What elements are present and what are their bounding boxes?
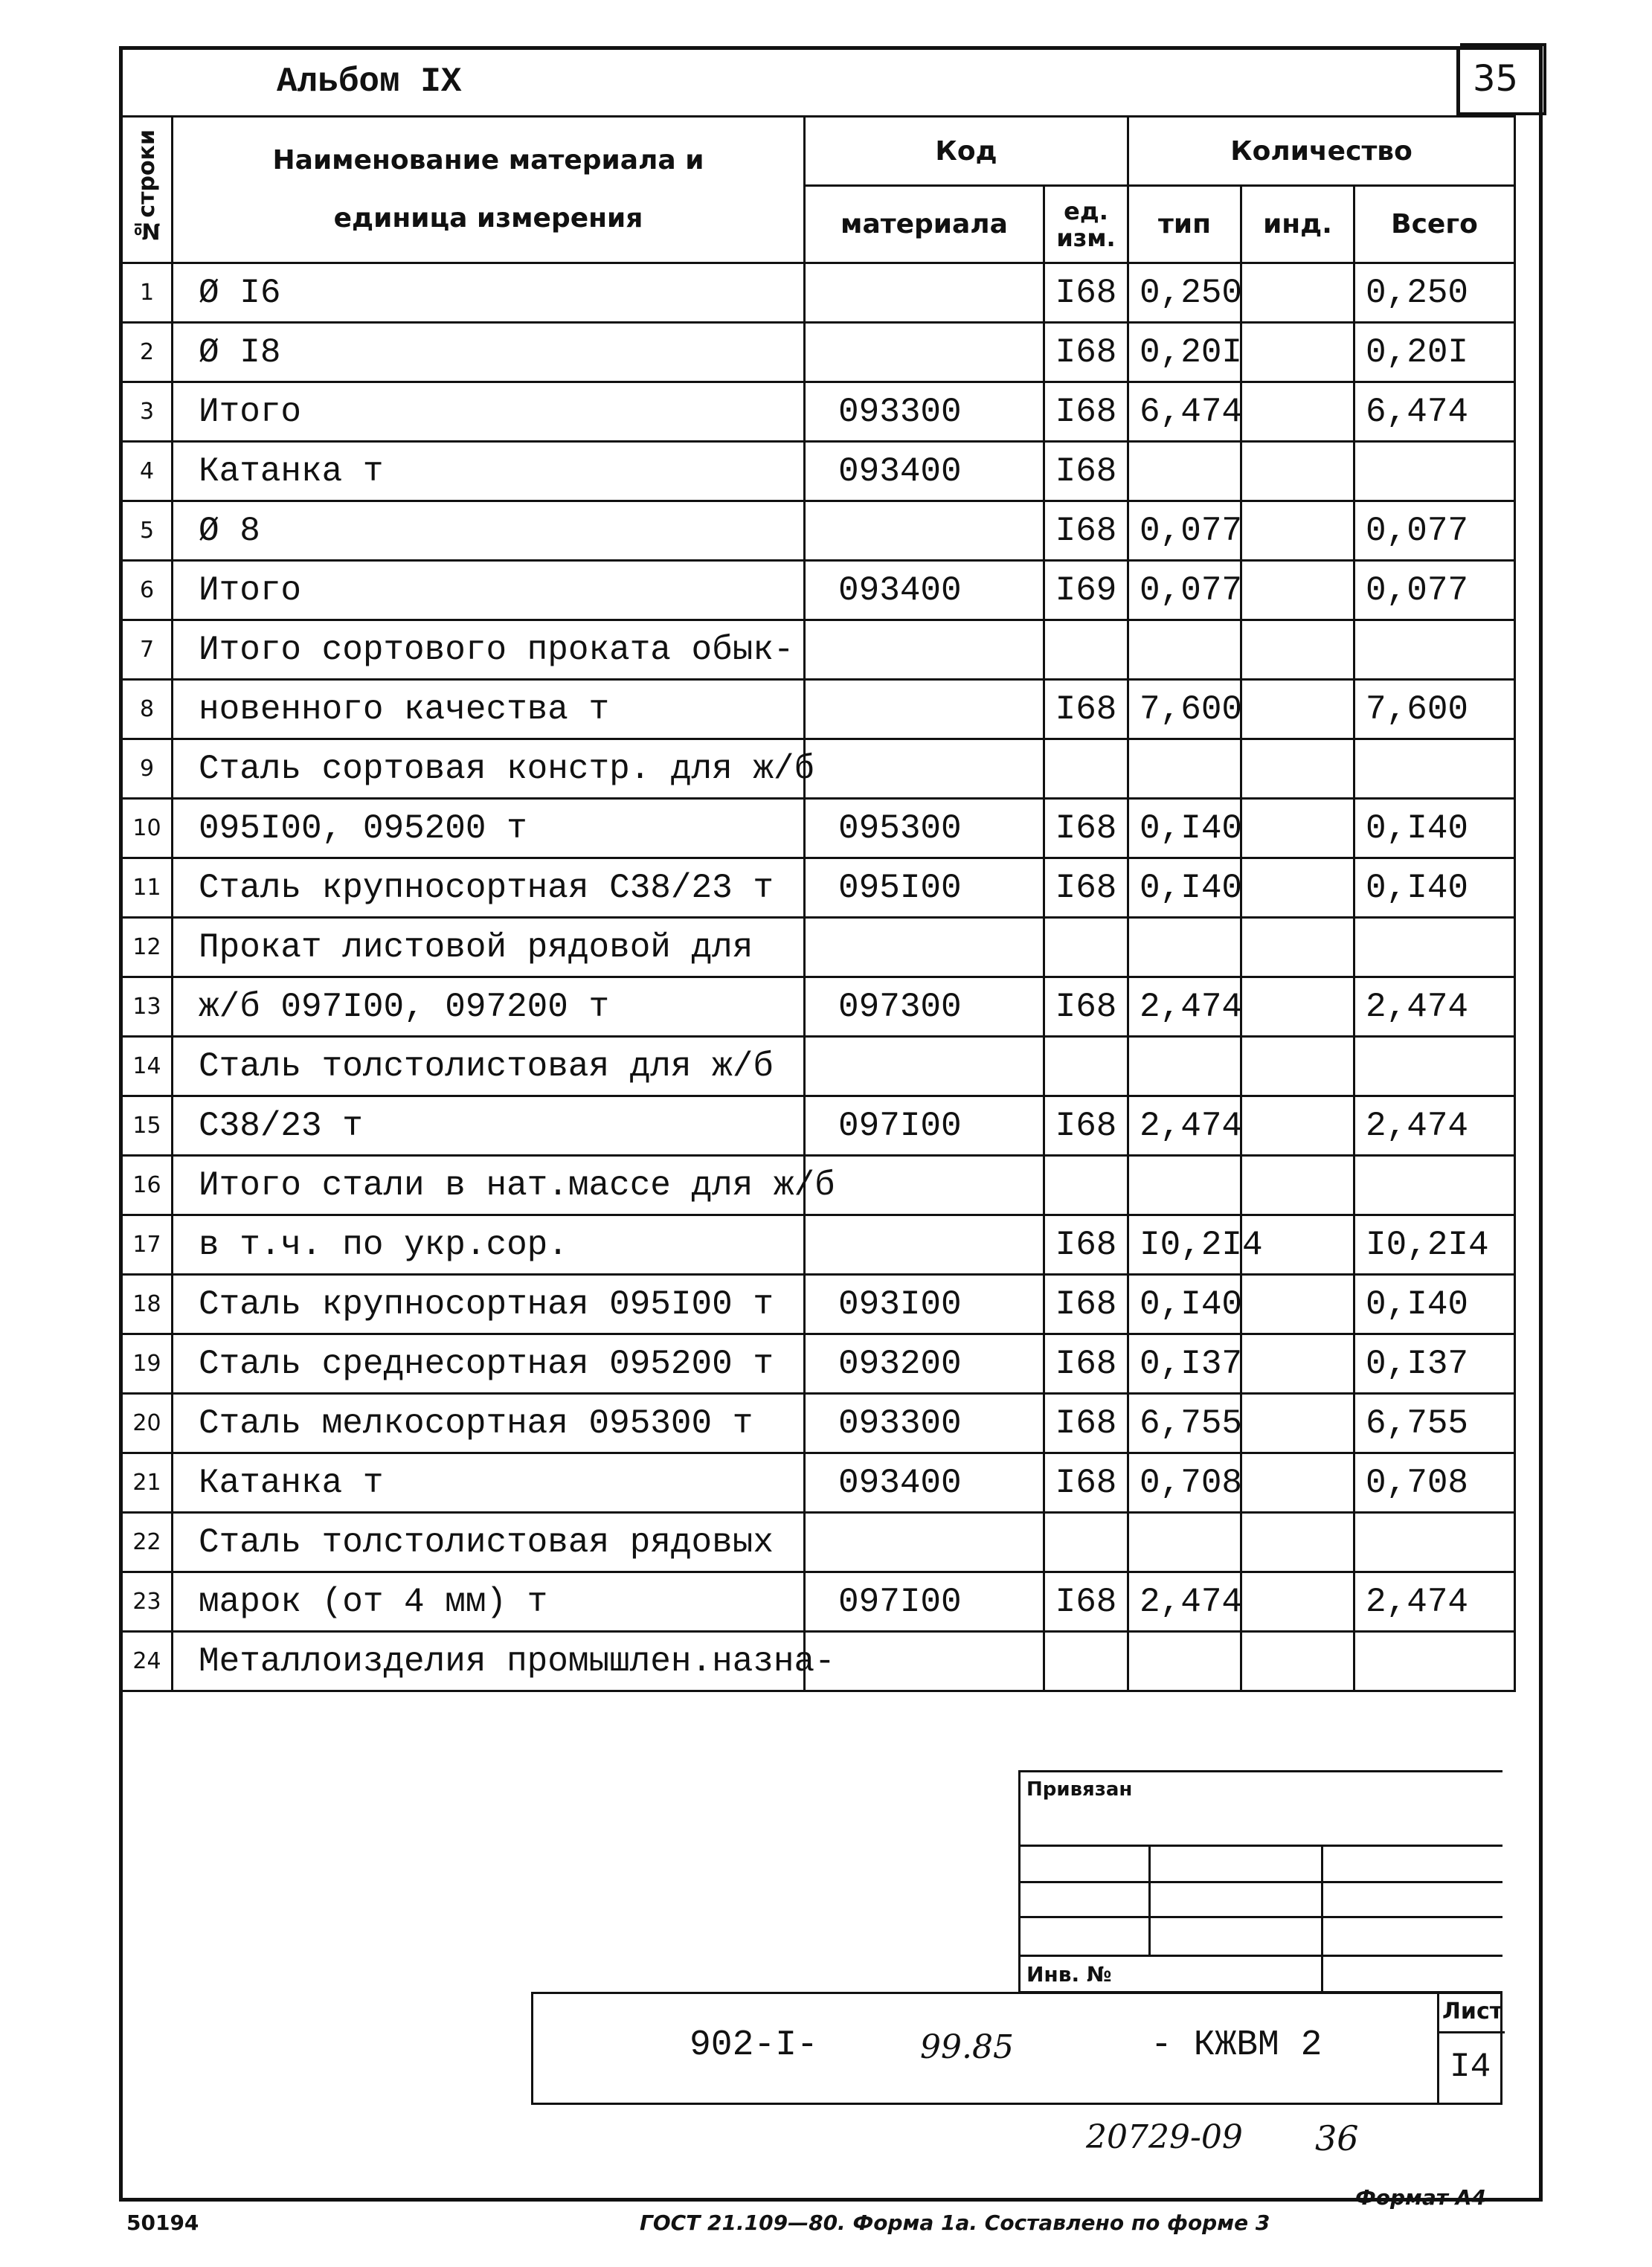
row-number: 19	[122, 1334, 173, 1394]
row-ind	[1241, 323, 1354, 382]
row-ind	[1241, 561, 1354, 620]
row-unit: I68	[1044, 263, 1128, 323]
col-qty-total: Всего	[1354, 186, 1515, 263]
row-unit: I68	[1044, 1572, 1128, 1632]
row-code	[805, 501, 1044, 561]
table-row	[122, 1215, 1515, 1275]
row-unit	[1044, 918, 1128, 977]
row-type	[1128, 1037, 1241, 1096]
row-number: 2	[122, 323, 173, 382]
row-unit	[1044, 620, 1128, 680]
row-type: 2,474	[1128, 1096, 1241, 1156]
row-ind	[1241, 739, 1354, 799]
row-code: 093I00	[805, 1275, 1044, 1334]
row-total	[1354, 1156, 1515, 1215]
row-type: 0,077	[1128, 501, 1241, 561]
row-type: 7,600	[1128, 680, 1241, 739]
row-total: 0,I40	[1354, 799, 1515, 858]
row-type	[1128, 739, 1241, 799]
row-type	[1128, 1513, 1241, 1572]
col-row-no: №строки	[122, 117, 173, 263]
row-code	[805, 1215, 1044, 1275]
row-ind	[1241, 382, 1354, 442]
table-row	[122, 1037, 1515, 1096]
row-total: 2,474	[1354, 1096, 1515, 1156]
row-ind	[1241, 1275, 1354, 1334]
row-unit: I68	[1044, 1215, 1128, 1275]
row-number: 12	[122, 918, 173, 977]
doc-code-prefix: 902-I-	[690, 2025, 818, 2065]
row-unit: I68	[1044, 1453, 1128, 1513]
row-ind	[1241, 1156, 1354, 1215]
row-name: Сталь сортовая констр. для ж/б	[173, 739, 805, 799]
table-row	[122, 1513, 1515, 1572]
row-number: 9	[122, 739, 173, 799]
row-type: I0,2I4	[1128, 1215, 1241, 1275]
row-ind	[1241, 501, 1354, 561]
table-row	[122, 858, 1515, 918]
row-code: 093400	[805, 1453, 1044, 1513]
col-name: Наименование материала и единица измерения	[173, 117, 805, 263]
row-number: 11	[122, 858, 173, 918]
table-row	[122, 1632, 1515, 1691]
table-row	[122, 799, 1515, 858]
page-number: 35	[1473, 58, 1519, 100]
row-ind	[1241, 977, 1354, 1037]
row-name: Металлоизделия промышлен.назна-	[173, 1632, 805, 1691]
row-ind	[1241, 1513, 1354, 1572]
row-ind	[1241, 858, 1354, 918]
row-unit: I68	[1044, 858, 1128, 918]
row-name: в т.ч. по укр.сор.	[173, 1215, 805, 1275]
row-unit: I68	[1044, 680, 1128, 739]
col-code: Код	[805, 117, 1128, 186]
row-name: Итого сортового проката обык-	[173, 620, 805, 680]
row-ind	[1241, 263, 1354, 323]
sheet-label: Лист	[1442, 1999, 1503, 2025]
row-total	[1354, 620, 1515, 680]
table-row	[122, 442, 1515, 501]
row-code: 093200	[805, 1334, 1044, 1394]
row-number: 17	[122, 1215, 173, 1275]
handwritten-number: 20729-09	[1086, 2118, 1243, 2156]
row-code: 097300	[805, 977, 1044, 1037]
row-type	[1128, 1156, 1241, 1215]
row-type: 6,755	[1128, 1394, 1241, 1453]
row-type	[1128, 620, 1241, 680]
row-total: 6,755	[1354, 1394, 1515, 1453]
row-unit	[1044, 1632, 1128, 1691]
row-total: 0,I40	[1354, 858, 1515, 918]
row-name: С38/23 т	[173, 1096, 805, 1156]
row-ind	[1241, 799, 1354, 858]
album-title: Альбом IX	[277, 62, 462, 101]
row-code	[805, 680, 1044, 739]
stamp-line	[1437, 1994, 1439, 2103]
row-unit	[1044, 1513, 1128, 1572]
row-number: 6	[122, 561, 173, 620]
row-code: 093400	[805, 442, 1044, 501]
row-total: 0,250	[1354, 263, 1515, 323]
table-row	[122, 620, 1515, 680]
table-row	[122, 323, 1515, 382]
row-code: 097I00	[805, 1572, 1044, 1632]
row-name: Ø 8	[173, 501, 805, 561]
row-ind	[1241, 620, 1354, 680]
table-row	[122, 739, 1515, 799]
row-name: Сталь крупносортная 095I00 т	[173, 1275, 805, 1334]
row-total: 0,077	[1354, 501, 1515, 561]
row-type: 0,077	[1128, 561, 1241, 620]
row-total: 2,474	[1354, 977, 1515, 1037]
row-unit	[1044, 1156, 1128, 1215]
table-row	[122, 561, 1515, 620]
table-row	[122, 1453, 1515, 1513]
table-row	[122, 1394, 1515, 1453]
row-ind	[1241, 1394, 1354, 1453]
row-number: 7	[122, 620, 173, 680]
row-unit: I68	[1044, 1275, 1128, 1334]
row-type: 0,250	[1128, 263, 1241, 323]
row-name: Сталь толстолистовая для ж/б	[173, 1037, 805, 1096]
col-code-material: материала	[805, 186, 1044, 263]
row-name: новенного качества т	[173, 680, 805, 739]
gost-text: ГОСТ 21.109—80. Форма 1а. Составлено по форме 3	[640, 2210, 1270, 2235]
row-number: 23	[122, 1572, 173, 1632]
row-type	[1128, 442, 1241, 501]
row-unit	[1044, 1037, 1128, 1096]
row-type	[1128, 1632, 1241, 1691]
row-type: 0,I40	[1128, 1275, 1241, 1334]
row-number: 20	[122, 1394, 173, 1453]
table-row	[122, 263, 1515, 323]
row-unit: I68	[1044, 1096, 1128, 1156]
row-name: Итого	[173, 382, 805, 442]
row-code	[805, 263, 1044, 323]
row-name: марок (от 4 мм) т	[173, 1572, 805, 1632]
row-number: 13	[122, 977, 173, 1037]
row-number: 14	[122, 1037, 173, 1096]
row-total: 0,I37	[1354, 1334, 1515, 1394]
row-total	[1354, 739, 1515, 799]
stamp-linked-box	[1018, 1770, 1502, 1993]
row-ind	[1241, 1632, 1354, 1691]
row-code: 095I00	[805, 858, 1044, 918]
table-row	[122, 977, 1515, 1037]
row-number: 18	[122, 1275, 173, 1334]
stamp-linked-label: Привязан	[1026, 1778, 1133, 1801]
row-ind	[1241, 442, 1354, 501]
table-row	[122, 680, 1515, 739]
row-code	[805, 1632, 1044, 1691]
row-unit: I69	[1044, 561, 1128, 620]
handwritten-page: 36	[1315, 2118, 1359, 2158]
row-total	[1354, 918, 1515, 977]
row-number: 15	[122, 1096, 173, 1156]
row-ind	[1241, 1037, 1354, 1096]
table-row	[122, 501, 1515, 561]
stamp-line	[1437, 2031, 1505, 2033]
row-type: 2,474	[1128, 977, 1241, 1037]
row-number: 4	[122, 442, 173, 501]
row-name: Катанка т	[173, 1453, 805, 1513]
row-name: Итого стали в нат.массе для ж/б	[173, 1156, 805, 1215]
row-name: Катанка т	[173, 442, 805, 501]
doc-code-handwritten: 99.85	[920, 2028, 1014, 2066]
row-code	[805, 1513, 1044, 1572]
row-total	[1354, 442, 1515, 501]
row-name: Прокат листовой рядовой для	[173, 918, 805, 977]
row-name: Ø I6	[173, 263, 805, 323]
stamp-inv-label: Инв. №	[1026, 1962, 1112, 1987]
table-row	[122, 1334, 1515, 1394]
row-unit: I68	[1044, 323, 1128, 382]
row-ind	[1241, 1096, 1354, 1156]
row-type: 2,474	[1128, 1572, 1241, 1632]
stamp-line	[1021, 1916, 1502, 1918]
row-name: ж/б 097I00, 097200 т	[173, 977, 805, 1037]
table-row	[122, 382, 1515, 442]
col-code-unit: ед. изм.	[1044, 186, 1128, 263]
row-ind	[1241, 918, 1354, 977]
row-type: 0,708	[1128, 1453, 1241, 1513]
row-number: 5	[122, 501, 173, 561]
row-type: 0,I40	[1128, 799, 1241, 858]
row-name: Сталь крупносортная С38/23 т	[173, 858, 805, 918]
row-ind	[1241, 1453, 1354, 1513]
row-number: 24	[122, 1632, 173, 1691]
row-type: 0,20I	[1128, 323, 1241, 382]
row-number: 21	[122, 1453, 173, 1513]
row-code	[805, 620, 1044, 680]
row-total	[1354, 1037, 1515, 1096]
row-name: Итого	[173, 561, 805, 620]
row-ind	[1241, 680, 1354, 739]
row-code	[805, 1037, 1044, 1096]
row-unit: I68	[1044, 501, 1128, 561]
doc-code-suffix: - КЖВМ 2	[1151, 2025, 1322, 2065]
table-row	[122, 1096, 1515, 1156]
row-code: 093400	[805, 561, 1044, 620]
stamp-line	[1021, 1955, 1502, 1957]
row-ind	[1241, 1334, 1354, 1394]
row-total: 6,474	[1354, 382, 1515, 442]
table-row	[122, 918, 1515, 977]
row-total: 0,I40	[1354, 1275, 1515, 1334]
row-total	[1354, 1632, 1515, 1691]
sheet-number: I4	[1450, 2048, 1491, 2086]
row-name: Сталь среднесортная 095200 т	[173, 1334, 805, 1394]
row-total: 0,077	[1354, 561, 1515, 620]
row-type: 0,I40	[1128, 858, 1241, 918]
row-code: 093300	[805, 1394, 1044, 1453]
row-unit: I68	[1044, 977, 1128, 1037]
row-type: 6,474	[1128, 382, 1241, 442]
row-unit: I68	[1044, 799, 1128, 858]
table-row	[122, 1572, 1515, 1632]
format-label: Формат А4	[1355, 2185, 1486, 2210]
row-ind	[1241, 1572, 1354, 1632]
stamp-line	[1021, 1881, 1502, 1883]
left-code: 50194	[126, 2210, 199, 2235]
col-qty-type: тип	[1128, 186, 1241, 263]
row-unit: I68	[1044, 442, 1128, 501]
row-name: 095I00, 095200 т	[173, 799, 805, 858]
row-unit: I68	[1044, 382, 1128, 442]
row-code	[805, 739, 1044, 799]
row-name: Сталь мелкосортная 095300 т	[173, 1394, 805, 1453]
row-unit: I68	[1044, 1334, 1128, 1394]
row-type: 0,I37	[1128, 1334, 1241, 1394]
row-type	[1128, 918, 1241, 977]
row-number: 16	[122, 1156, 173, 1215]
row-number: 8	[122, 680, 173, 739]
col-qty-ind: инд.	[1241, 186, 1354, 263]
row-code: 095300	[805, 799, 1044, 858]
material-table	[120, 115, 1516, 1692]
table-row	[122, 1275, 1515, 1334]
row-code	[805, 323, 1044, 382]
row-number: 22	[122, 1513, 173, 1572]
row-unit	[1044, 739, 1128, 799]
stamp-line	[1321, 1845, 1323, 1993]
row-name: Сталь толстолистовая рядовых	[173, 1513, 805, 1572]
row-total: 2,474	[1354, 1572, 1515, 1632]
row-total: 0,708	[1354, 1453, 1515, 1513]
row-total: 0,20I	[1354, 323, 1515, 382]
row-name: Ø I8	[173, 323, 805, 382]
table-row	[122, 1156, 1515, 1215]
stamp-line	[1148, 1845, 1151, 1957]
row-code	[805, 918, 1044, 977]
stamp-title-box	[531, 1992, 1502, 2105]
row-code	[805, 1156, 1044, 1215]
col-quantity: Количество	[1128, 117, 1515, 186]
row-total: I0,2I4	[1354, 1215, 1515, 1275]
row-number: 1	[122, 263, 173, 323]
row-number: 10	[122, 799, 173, 858]
row-total: 7,600	[1354, 680, 1515, 739]
row-code: 097I00	[805, 1096, 1044, 1156]
stamp-line	[1021, 1845, 1502, 1847]
row-number: 3	[122, 382, 173, 442]
row-total	[1354, 1513, 1515, 1572]
row-code: 093300	[805, 382, 1044, 442]
row-unit: I68	[1044, 1394, 1128, 1453]
